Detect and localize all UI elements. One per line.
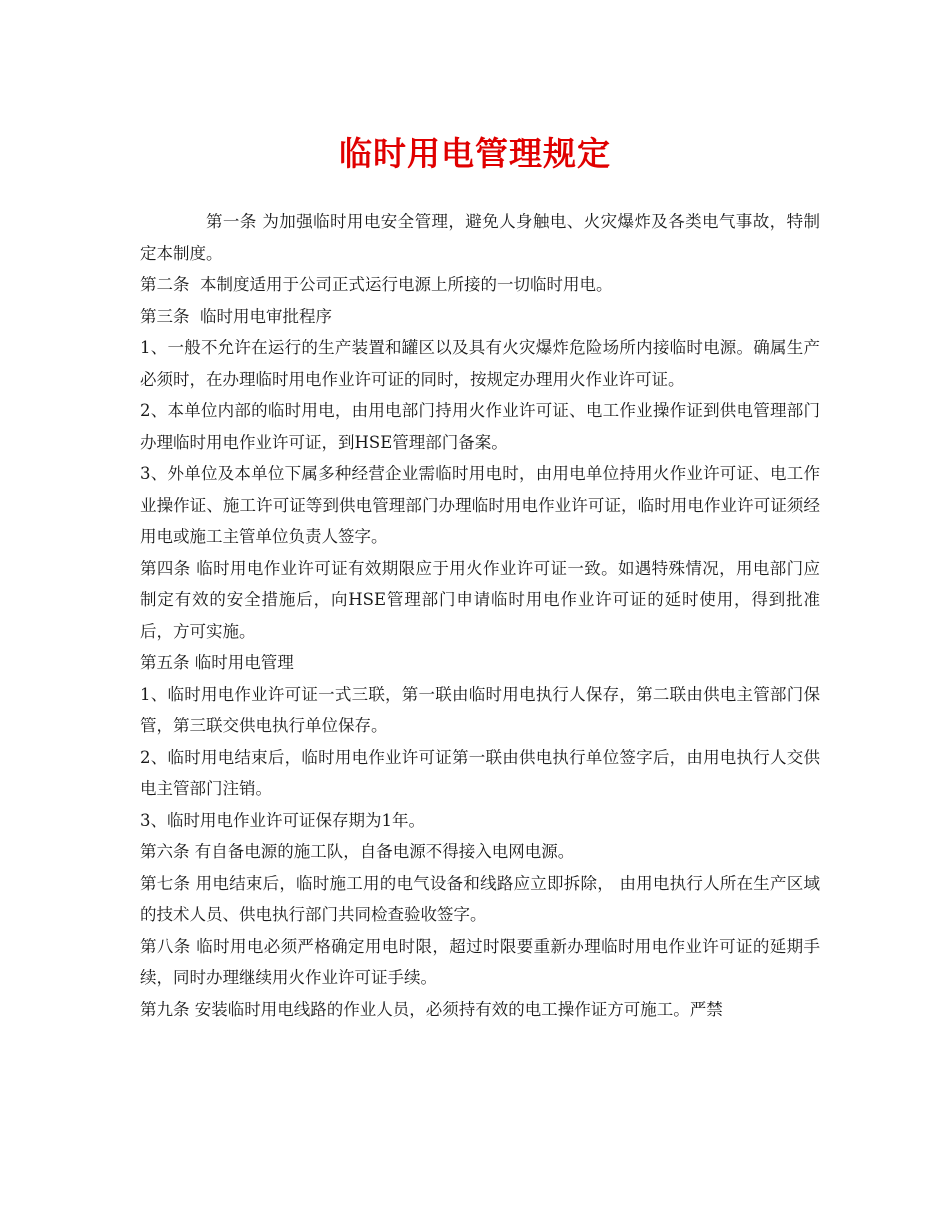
paragraph-article-2: 第二条 本制度适用于公司正式运行电源上所接的一切临时用电。 xyxy=(140,275,613,294)
paragraph-article-5-item-2: 2、临时用电结束后，临时用电作业许可证第一联由供电执行单位签字后，由用电执行人交供电主管部门注销。 xyxy=(140,747,820,798)
paragraph-article-3: 第三条 临时用电审批程序 xyxy=(140,306,332,326)
paragraph-article-1: 第一条 为加强临时用电安全管理，避免人身触电、火灾爆炸及各类电气事故，特制定本制度。 xyxy=(140,212,820,263)
paragraph-article-8: 第八条 临时用电必须严格确定用电时限，超过时限要重新办理临时用电作业许可证的延期手续，同时办理继续用火作业许可证手续。 xyxy=(140,936,820,987)
paragraph-article-3-item-3: 3、外单位及本单位下属多种经营企业需临时用电时，由用电单位持用火作业许可证、电工作业操作证、施工许可证等到供电管理部门办理临时用电作业许可证，临时用电作业许可证须经用电或施工主管单位负责人签字。 xyxy=(140,464,820,546)
paragraph-article-5: 第五条 临时用电管理 xyxy=(140,653,294,672)
paragraph-article-3-item-2: 2、本单位内部的临时用电，由用电部门持用火作业许可证、电工作业操作证到供电管理部门办理临时用电作业许可证，到HSE管理部门备案。 xyxy=(140,401,820,452)
paragraph-article-9: 第九条 安装临时用电线路的作业人员，必须持有效的电工操作证方可施工。严禁 xyxy=(140,999,723,1019)
paragraph-article-3-item-1: 1、一般不允许在运行的生产装置和罐区以及具有火灾爆炸危险场所内接临时电源。确属生产必须时，在办理临时用电作业许可证的同时，按规定办理用火作业许可证。 xyxy=(140,338,820,389)
document-title: 临时用电管理规定 xyxy=(339,134,611,173)
document-body xyxy=(140,206,820,1025)
paragraph-article-5-item-1: 1、临时用电作业许可证一式三联，第一联由临时用电执行人保存，第二联由供电主管部门保管，第三联交供电执行单位保存。 xyxy=(140,684,820,735)
paragraph-article-5-item-3: 3、临时用电作业许可证保存期为1年。 xyxy=(140,810,425,830)
paragraph-article-7: 第七条 用电结束后，临时施工用的电气设备和线路应立即拆除， 由用电执行人所在生产区域的技术人员、供电执行部门共同检查验收签字。 xyxy=(140,873,820,924)
paragraph-article-6: 第六条 有自备电源的施工队，自备电源不得接入电网电源。 xyxy=(140,842,575,861)
paragraph-article-4: 第四条 临时用电作业许可证有效期限应于用火作业许可证一致。如遇特殊情况，用电部门应制定有效的安全措施后，向HSE管理部门申请临时用电作业许可证的延时使用，得到批准后，方可实施。 xyxy=(140,558,820,641)
